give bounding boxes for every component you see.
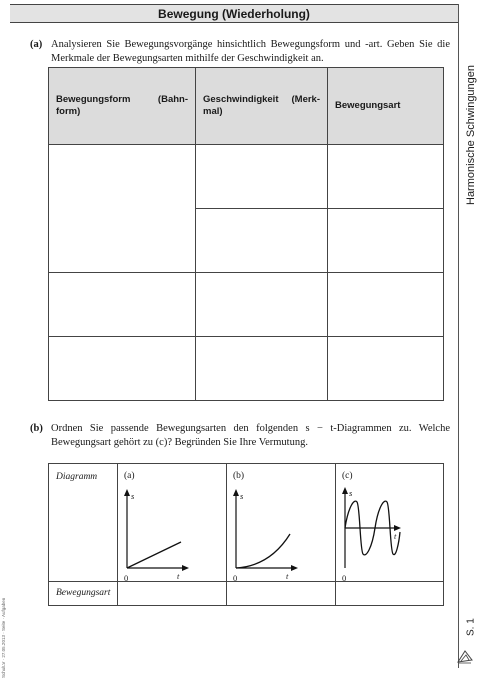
margin-rule — [458, 4, 459, 668]
task-a — [30, 38, 450, 65]
header-geschwindigkeit: Geschwindigkeit (Merk- mal) — [196, 68, 328, 145]
diagram-cell-c — [336, 464, 444, 582]
diagram-row — [49, 464, 444, 582]
table-a-header-row — [49, 68, 444, 145]
y-axis-arrow — [124, 489, 130, 496]
y-axis-label: s — [131, 491, 135, 501]
y-axis-arrow — [233, 489, 239, 496]
diagram-cell-a — [118, 464, 227, 582]
task-b — [30, 422, 450, 449]
answer-cell[interactable] — [196, 337, 328, 401]
header-bewegungsform: Bewegungsform (Bahn- form) — [49, 68, 196, 145]
graph-b — [230, 482, 334, 582]
row-label-type: Bewegungsart — [56, 588, 111, 598]
answer-cell[interactable] — [328, 145, 444, 209]
y-axis-label: s — [349, 488, 353, 498]
task-a-letter: (a) — [30, 39, 43, 50]
answer-cell[interactable] — [196, 145, 328, 209]
answer-cell[interactable] — [328, 273, 444, 337]
row-label-diagram: Diagramm — [56, 472, 98, 482]
answer-cell[interactable] — [49, 145, 196, 273]
diagram-label-c: (c) — [342, 471, 353, 481]
footer-mark: SchulLV · 27.05.2013 · Seite · Aufgaben — [1, 597, 6, 678]
y-axis-arrow — [342, 487, 348, 494]
x-axis-label: t — [286, 571, 289, 581]
row-label-type-cell — [49, 582, 118, 606]
answer-cell[interactable] — [196, 273, 328, 337]
diagram-label-a: (a) — [124, 471, 135, 481]
row-label-diagram-cell — [49, 464, 118, 582]
table-b — [48, 463, 444, 606]
origin-label: 0 — [342, 573, 347, 582]
table-a — [48, 67, 444, 401]
table-row — [49, 337, 444, 401]
answer-cell[interactable] — [118, 582, 227, 606]
task-b-letter: (b) — [30, 423, 43, 434]
curve-parabola — [236, 534, 290, 568]
curve-linear — [127, 542, 181, 568]
header-bar — [10, 4, 458, 23]
origin-label: 0 — [233, 573, 238, 582]
answer-cell[interactable] — [49, 337, 196, 401]
x-axis-label: t — [177, 571, 180, 581]
diagram-cell-b — [227, 464, 336, 582]
x-axis-arrow — [182, 565, 189, 571]
origin-label: 0 — [124, 573, 129, 582]
x-axis-label: t — [394, 531, 397, 541]
diagram-label-b: (b) — [233, 471, 245, 481]
answer-cell[interactable] — [328, 337, 444, 401]
publisher-logo-icon — [456, 648, 474, 666]
y-axis-label: s — [240, 491, 244, 501]
graph-a — [121, 482, 225, 582]
task-b-text: Ordnen Sie passende Bewegungsarten den folgenden s − t-Diagrammen zu. Welche Bewegungsart gehört zu (c)? Begründen Sie Ihre Vermutung. — [51, 423, 450, 448]
x-axis-arrow — [291, 565, 298, 571]
page-number: S. 1 — [465, 618, 477, 636]
bewegungsart-row — [49, 582, 444, 606]
table-row — [49, 273, 444, 337]
answer-cell[interactable] — [49, 273, 196, 337]
table-row — [49, 145, 444, 209]
answer-cell[interactable] — [336, 582, 444, 606]
page-title: Bewegung (Wiederholung) — [158, 6, 310, 21]
header-bewegungsart: Bewegungsart — [328, 68, 444, 145]
answer-cell[interactable] — [227, 582, 336, 606]
section-title-vertical: Harmonische Schwingungen — [465, 64, 477, 206]
graph-c — [339, 482, 443, 582]
task-a-text: Analysieren Sie Bewegungsvorgänge hinsichtlich Bewegungsform und -art. Geben Sie die Merkmale der Bewegungsarten mithilfe der Geschwindigkeit an. — [51, 39, 450, 64]
answer-cell[interactable] — [328, 209, 444, 273]
answer-cell[interactable] — [196, 209, 328, 273]
